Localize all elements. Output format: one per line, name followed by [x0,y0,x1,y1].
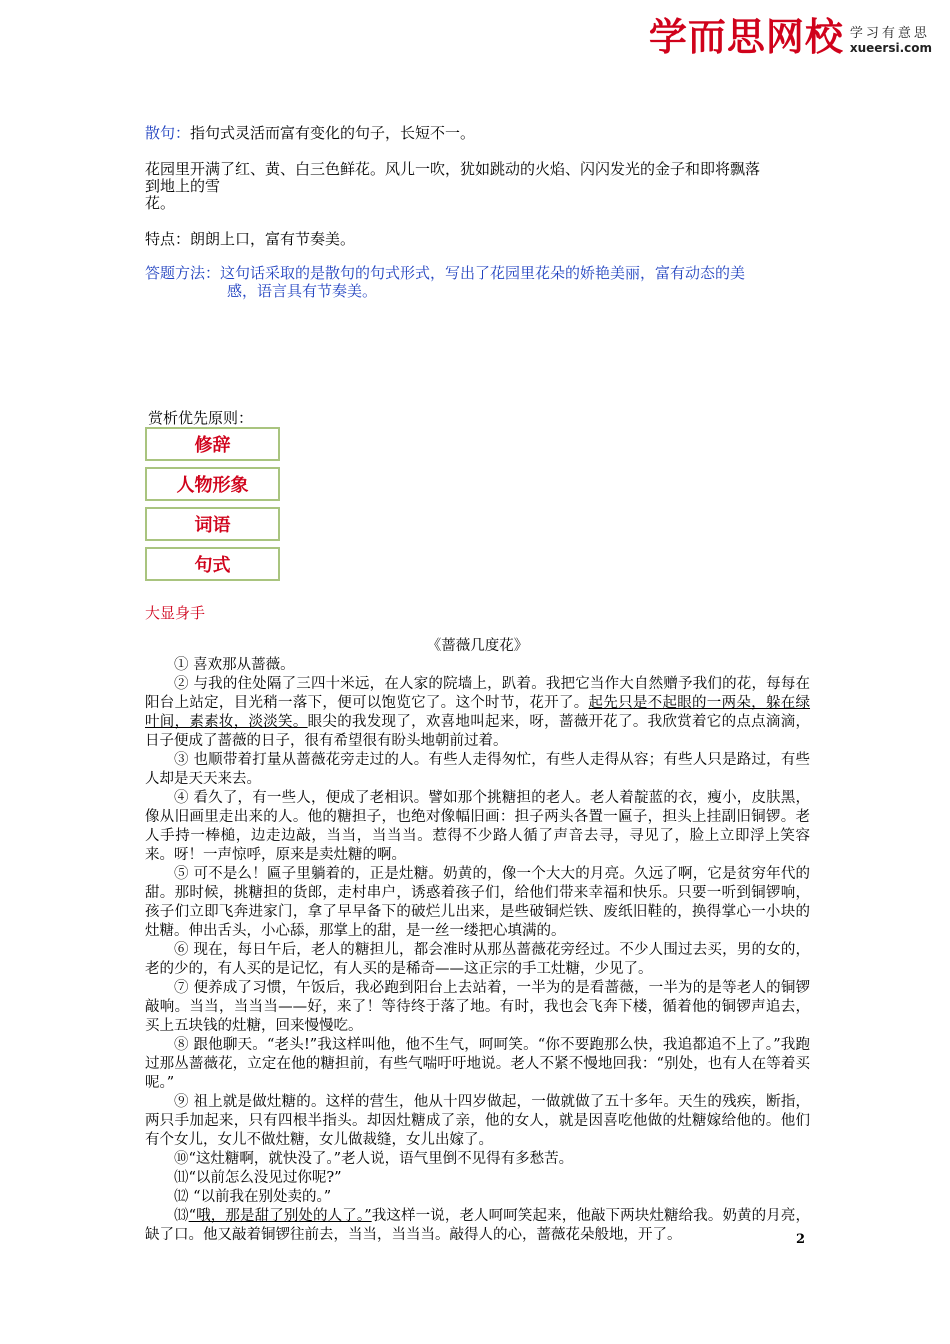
practice-heading: 大显身手 [145,604,206,622]
paragraph-4: ④ 看久了，有一些人，便成了老相识。譬如那个挑糖担的老人。老人着靛蓝的衣，瘦小，皮肤黑，像从旧画里走出来的人。他的糖担子，也绝对像幅旧画：担子两头各置一匾子，担头上挂副旧铜锣。老人手持一棒槌，边走边敲，当当，当当当。惹得不少路人循了声音去寻，寻见了，脸上立即浮上笑容来。呀！一声惊呼，原来是卖灶糖的啊。 [145,790,810,863]
underlined-sentence-1: 起先只是不起眼的一两朵，躲在绿叶间，素素妆，淡淡笑。 [145,695,811,730]
sanju-feature: 特点：朗朗上口，富有节奏美。 [145,230,356,248]
principle-character: 人物形象 [145,467,280,501]
paragraph-5: ⑤ 可不是么！匾子里躺着的，正是灶糖。奶黄的，像一个大大的月亮。久远了啊，它是贫穷年代的甜。那时候，挑糖担的货郎，走村串户，诱惑着孩子们，给他们带来幸福和快乐。只要一听到铜锣响，孩子们立即飞奔进家门，拿了早早备下的破烂儿出来，是些破铜烂铁、废纸旧鞋的，换得掌心一小块的灶糖。伸出舌头，小心舔，那掌上的甜，是一丝一缕把心填满的。 [145,866,810,939]
paragraph-13-number: ⒀ [174,1208,189,1224]
principles-heading: 赏析优先原则： [148,409,254,427]
brand-logo [648,15,932,59]
paragraph-2-start: ② 与我的住处隔了三四十米远，在人家的院墙上，趴着。我把它当作大自然赠予我们的花，每每在阳台上站定，目光稍一落下，便可以饱览它了。这个时节，花开了。 [145,676,810,711]
sanju-example-line1: 花园里开满了红、黄、白三色鲜花。风儿一吹，犹如跳动的火焰、闪闪发光的金子和即将飘落 [145,160,761,178]
paragraph-9: ⑨ 祖上就是做灶糖的。这样的营生，他从十四岁做起，一做就做了五十多年。天生的残疾，断指，两只手加起来，只有四根半指头。却因灶糖成了亲，他的女人，就是因喜吃他做的灶糖嫁给他的。他们有个女儿，女儿不做灶糖，女儿做裁缝，女儿出嫁了。 [145,1094,810,1148]
principle-words: 词语 [145,507,280,541]
logo-side [850,27,932,56]
paragraph-13-rest: 我这样一说，老人呵呵笑起来，他敲下两块灶糖给我。奶黄的月亮，缺了口。他又敲着铜锣往前去，当当，当当当。敲得人的心，蔷薇花朵般地，开了。 [145,1208,811,1243]
paragraph-3: ③ 也顺带着打量从蔷薇花旁走过的人。有些人走得匆忙，有些人走得从容；有些人只是路过，有些人却是天天来去。 [145,752,810,787]
sanju-definition-text: 指句式灵活而富有变化的句子，长短不一。 [190,124,476,142]
principle-sentence: 句式 [145,547,280,581]
article-title: 《蔷薇几度花》 [426,638,529,654]
sanju-example-line3: 花。 [145,194,176,212]
logo-domain: xueersi.com [849,41,932,56]
page-number: 2 [795,1232,805,1247]
sanju-example-line2: 到地上的雪 [145,177,221,195]
article [145,637,810,1245]
sanju-label: 散句： [145,124,191,142]
paragraph-7: ⑦ 便养成了习惯，午饭后，我必跑到阳台上去站着，一半为的是看蔷薇，一半为的是等老人的铜锣敲响。当当，当当当——好，来了！等待终于落了地。有时，我也会飞奔下楼，循着他的铜锣声追去，买上五块钱的灶糖，回来慢慢吃。 [145,980,810,1034]
paragraph-13 [145,1207,810,1245]
paragraph-1: ① 喜欢那从蔷薇。 [174,657,295,673]
paragraph-2 [145,675,810,751]
underlined-sentence-2: “哦，那是甜了别处的人了。” [188,1208,372,1224]
paragraph-10: ⑩“这灶糖啊，就快没了。”老人说，语气里倒不见得有多愁苦。 [174,1151,574,1167]
sanju-definition [145,124,810,143]
answer-method-line2: 感，语言具有节奏美。 [227,282,378,300]
paragraph-8: ⑧ 跟他聊天。“老头!”我这样叫他，他不生气，呵呵笑。“你不要跑那么快，我追都追不上了。”我跑过那丛蔷薇花，立定在他的糖担前，有些气喘吁吁地说。老人不紧不慢地回我：“别处，也有人在等着买呢。” [145,1037,810,1091]
logo-slogan: 学习有意思 [849,26,930,42]
paragraph-12: ⑿ “以前我在别处卖的。” [174,1189,332,1205]
logo-name: 学而思网校 [648,15,844,59]
paragraph-6: ⑥ 现在，每日午后，老人的糖担儿，都会准时从那丛蔷薇花旁经过。不少人围过去买，男的女的，老的少的，有人买的是记忆，有人买的是稀奇——这正宗的手工灶糖，少见了。 [145,942,810,977]
paragraph-2-end: 眼尖的我发现了，欢喜地叫起来，呀，蔷薇开花了。我欣赏着它的点点滴滴，日子便成了蔷薇的日子，很有希望很有盼头地朝前过着。 [145,714,810,749]
paragraph-11: ⑾“以前怎么没见过你呢?” [174,1170,342,1186]
principle-rhetoric: 修辞 [145,427,280,461]
answer-method-line1: 答题方法：这句话采取的是散句的句式形式，写出了花园里花朵的娇艳美丽，富有动态的美 [145,264,746,282]
